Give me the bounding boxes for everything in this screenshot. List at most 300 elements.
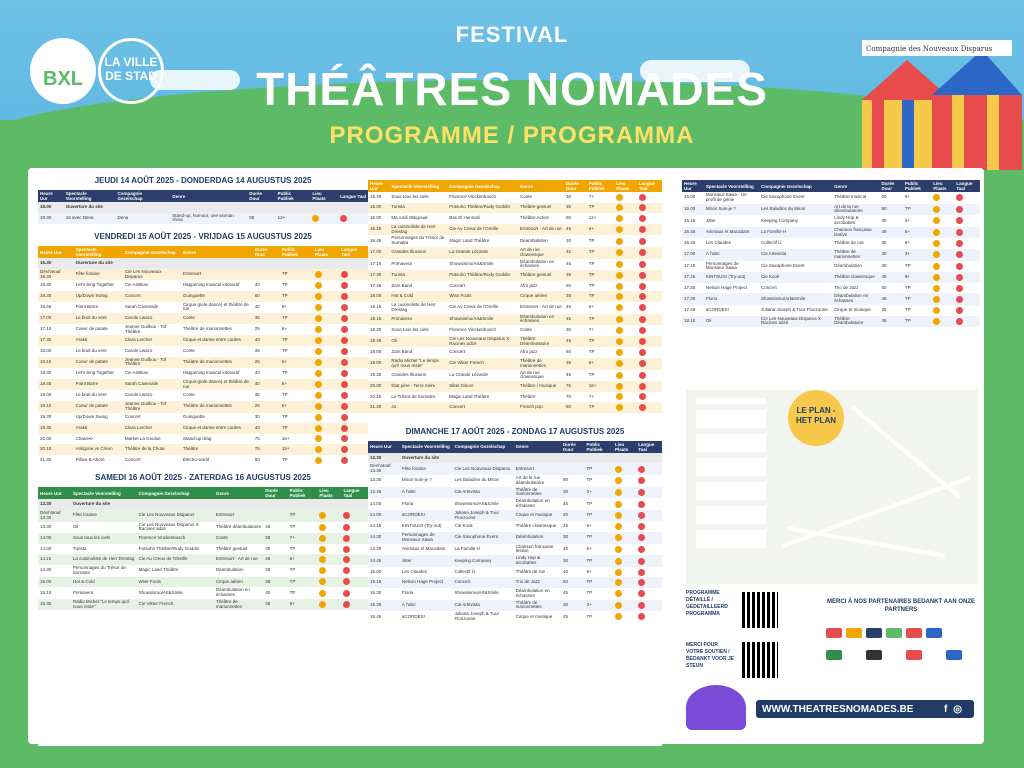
location-icon: [315, 381, 322, 388]
location-icon: [616, 360, 623, 367]
cell-duree: 30: [263, 533, 287, 544]
qr-code-programme[interactable]: [742, 592, 778, 628]
language-icon: [956, 285, 963, 292]
table-row: [368, 314, 662, 326]
location-icon: [616, 215, 623, 222]
language-icon: [341, 392, 348, 399]
cell-duree: 30: [561, 487, 585, 499]
cell-time: 18.15: [682, 316, 704, 328]
cell-spectacle: La cuisinoliste de Herr Drestag: [391, 301, 436, 312]
cell-lieu: [931, 261, 954, 273]
language-icon: [343, 567, 350, 574]
table-row: [38, 499, 368, 510]
language-icon: [341, 359, 348, 366]
cell-public: TP: [586, 500, 593, 506]
cell-duree: [561, 453, 585, 464]
cell-genre: Conte: [520, 327, 533, 333]
cell-public: TP: [587, 203, 615, 214]
cell-spectacle: Grandes Illusions: [389, 247, 447, 259]
col-heure: Heure Uur: [368, 441, 400, 453]
cell-langue: [339, 413, 368, 424]
cell-genre: Conte: [214, 533, 263, 544]
location-icon: [319, 590, 326, 597]
cell-lieu: [313, 368, 339, 379]
table-row: [38, 544, 368, 555]
cell-compagnie: Jeanne Guilbou - Tof Théâtre: [123, 401, 181, 413]
day-title: VENDREDI 15 AOÛT 2025 - VRIJDAG 15 AUGUSTUS 2025: [94, 232, 312, 242]
cell-time: 20.15: [370, 393, 382, 399]
cell-compagnie: Cie Les Nouveaux Disparus X Racines adzé: [447, 336, 518, 348]
table-header: [368, 441, 662, 453]
cell-lieu: [614, 402, 637, 413]
cell-genre: Théâtre musical: [834, 194, 867, 200]
cell-genre: Chanson française festive: [515, 543, 554, 554]
cell-public: 8+: [288, 599, 318, 611]
table-row: [38, 554, 368, 565]
cell-compagnie: Cie Les Nouveaux Disparus: [123, 269, 181, 281]
cell-compagnie: Cie AirBlow: [124, 370, 148, 376]
circus-tent-illustration: [862, 40, 1022, 170]
partner-logo: [826, 628, 842, 638]
cell-duree: 90: [566, 215, 572, 221]
cell-compagnie: Les Baladins du Miroir: [454, 477, 500, 483]
table-row: [682, 272, 980, 283]
table-row: [38, 202, 368, 213]
location-icon: [315, 370, 322, 377]
table-row: [38, 346, 368, 357]
cell-duree: 35: [253, 313, 280, 324]
cell-compagnie: Florence Vinckenbosch: [449, 327, 496, 333]
cell-time: 17.30: [682, 293, 704, 305]
cell-compagnie: La Famille H: [454, 546, 480, 552]
language-icon: [341, 446, 348, 453]
table-header: [38, 487, 368, 499]
cell-duree: 40: [881, 240, 887, 246]
cell-duree: 70: [566, 393, 572, 399]
cell-langue: [954, 283, 980, 294]
cell-compagnie: Florence Vinckenbosch: [137, 533, 214, 544]
cell-public: 8+: [586, 568, 592, 574]
cell-time: 13.30: [38, 499, 71, 510]
cell-langue: [636, 463, 662, 475]
col-public: Public Publiek: [280, 246, 313, 258]
location-icon: [616, 404, 623, 411]
location-icon: [319, 535, 326, 542]
facebook-instagram-icon[interactable]: f◎: [943, 704, 968, 715]
cell-public: TP: [584, 510, 612, 522]
cell-genre: Art de la rue déambulatoire: [832, 204, 879, 216]
cell-compagnie: Théâtre de la Chute: [123, 444, 181, 455]
cell-time: 17.30: [684, 284, 696, 290]
day-title: DIMANCHE 17 AOÛT 2025 - ZONDAG 17 AUGUSTUS 2025: [405, 426, 625, 436]
location-icon: [616, 327, 623, 334]
cell-compagnie: Juliana Joseph & Tuur Florizoone: [760, 306, 828, 312]
cell-duree: 40: [254, 303, 260, 309]
cell-spectacle: Sous tous les ciels: [391, 327, 429, 333]
cell-time: 19.30: [370, 371, 382, 377]
festival-label: FESTIVAL: [455, 22, 569, 47]
cell-genre: Théâtre de marionnettes: [214, 599, 263, 611]
table-row: [368, 291, 662, 302]
cell-time: 15.00: [370, 568, 382, 574]
cell-lieu: [613, 487, 636, 499]
col-compagnie: Compagnie Gezelschap: [116, 190, 171, 202]
cell-public: TP: [588, 237, 595, 243]
schedule-table-sunday: [368, 441, 662, 623]
table-row: [682, 204, 980, 216]
cell-spectacle: Ouverture du site: [71, 499, 137, 510]
col-genre: Genre: [832, 180, 879, 192]
table-row: [682, 192, 980, 204]
cell-genre: Théâtre gestuel: [518, 203, 564, 214]
location-icon: [315, 435, 322, 442]
cell-time: 15.15: [368, 577, 400, 588]
cell-lieu: [614, 302, 637, 314]
cell-time: 14.00: [368, 510, 400, 522]
cell-time: 18.30: [370, 327, 382, 333]
cell-langue: [339, 379, 368, 391]
cell-lieu: [313, 346, 339, 357]
language-icon: [639, 204, 646, 211]
cell-compagnie: Wise Fools: [137, 577, 214, 588]
cell-time: 16.45: [370, 237, 382, 243]
table-row: [38, 423, 368, 434]
cell-spectacle: Oli: [72, 524, 79, 530]
cell-spectacle: Radio Michel "Le temps qu'il nous reste": [389, 358, 447, 370]
cell-time: 19.30: [38, 213, 64, 225]
language-icon: [638, 477, 645, 484]
cell-lieu: [313, 423, 339, 434]
col-spectacle: Spectacle Voorstelling: [704, 180, 759, 192]
cell-lieu: [931, 215, 954, 227]
cell-langue: [339, 368, 368, 379]
cell-langue: [637, 281, 662, 292]
cell-genre: Stand-up, humour, one woman show: [170, 213, 247, 225]
cell-time: 18.15: [370, 304, 382, 310]
cell-duree: 35: [254, 347, 260, 353]
col-compagnie: Compagnie Gezelschap: [137, 487, 214, 499]
cell-compagnie: Cie Kook: [759, 272, 832, 283]
cell-duree: 25: [881, 306, 887, 312]
cell-langue: [636, 567, 662, 578]
cell-spectacle: Primavera: [72, 589, 94, 595]
language-icon: [639, 316, 646, 323]
site-map[interactable]: [686, 390, 978, 584]
cell-time: 14.45: [368, 555, 400, 567]
partner-logo: [946, 650, 962, 660]
table-row: [38, 390, 368, 401]
table-row: [38, 510, 368, 522]
cell-lieu: [613, 453, 636, 464]
cell-genre: Guinguette: [181, 291, 253, 302]
table-row: [38, 533, 368, 544]
cell-lieu: [613, 567, 636, 578]
cell-spectacle: Ma Andi Waigoual: [391, 215, 428, 221]
table-row: [368, 213, 662, 224]
table-row: [38, 213, 368, 225]
cell-lieu: [614, 224, 637, 236]
table-row: [368, 532, 662, 544]
cell-genre: Happening musical interactif: [182, 370, 240, 376]
table-row: [368, 270, 662, 281]
cell-spectacle: Antigone vs Créon: [74, 444, 123, 455]
col-public: Public Publiek: [903, 180, 931, 192]
cell-langue: [339, 302, 368, 314]
cell-lieu: [313, 291, 339, 302]
language-icon: [343, 556, 350, 563]
cell-duree: 90: [880, 204, 903, 216]
cell-genre: Entresort - Art de rue: [518, 224, 564, 236]
cell-duree: 40: [265, 589, 271, 595]
language-icon: [638, 466, 645, 473]
partner-logo: [866, 628, 882, 638]
cell-langue: [954, 272, 980, 283]
cell-public: TP: [586, 477, 593, 483]
cell-duree: 30: [254, 414, 260, 420]
cell-public: 6+: [904, 194, 911, 200]
col-compagnie: Compagnie Gezelschap: [452, 441, 513, 453]
cell-genre: Conte: [181, 313, 253, 324]
cell-time: 16.15: [684, 217, 696, 223]
cell-spectacle: Point Barre: [74, 379, 123, 391]
col-duree: Durée Duur: [564, 180, 587, 192]
cell-genre: Théâtre de marionnettes: [832, 249, 879, 261]
cell-public: 7+: [288, 533, 318, 544]
language-icon: [343, 590, 350, 597]
cell-public: TP: [587, 291, 615, 302]
table-row: [368, 588, 662, 600]
cell-langue: [341, 510, 368, 522]
location-icon: [616, 349, 623, 356]
cell-time: 14.00: [370, 500, 382, 506]
cell-genre: Déambulation: [514, 532, 561, 544]
cell-lieu: [310, 202, 338, 213]
cell-public: 6+: [280, 401, 313, 413]
cell-compagnie: [452, 453, 513, 464]
cell-duree: 35: [265, 545, 271, 551]
cell-duree: 80: [247, 213, 275, 225]
table-row: [368, 203, 662, 214]
location-icon: [933, 206, 940, 213]
location-icon: [615, 477, 622, 484]
cell-public: 7+: [588, 393, 594, 399]
col-heure: Heure Uur: [368, 180, 389, 192]
cell-spectacle: KINTSUGI (Try-out): [704, 272, 759, 283]
cell-public: TP: [281, 414, 288, 420]
table-row: [38, 258, 368, 269]
cell-public: TP: [584, 555, 612, 567]
table-row: [368, 302, 662, 314]
location-icon: [616, 393, 623, 400]
cell-genre: Théâtre clownesque: [832, 272, 879, 283]
cell-lieu: [613, 475, 636, 487]
col-heure: Heure Uur: [38, 190, 64, 202]
cell-genre: Déambulation en échasses: [515, 588, 550, 598]
cell-compagnie: Cie Artevista: [759, 249, 832, 261]
cell-duree: 30: [265, 567, 271, 573]
cell-langue: [954, 261, 980, 273]
cell-langue: [339, 401, 368, 413]
website-link[interactable]: [756, 700, 974, 718]
cell-time: 19.30: [40, 414, 52, 420]
location-icon: [615, 489, 622, 496]
cell-compagnie: Clara Larcher: [123, 423, 181, 434]
cell-genre: Entresort: [514, 463, 561, 475]
cell-spectacle: Pillow & Aboré: [75, 456, 105, 462]
cell-langue: [339, 455, 368, 466]
language-icon: [341, 425, 348, 432]
cell-duree: 60: [564, 402, 587, 413]
cell-spectacle: Coeur de patate: [74, 401, 123, 413]
cell-public: 6+: [588, 304, 594, 310]
cell-duree: 35: [564, 270, 587, 281]
language-icon: [638, 602, 645, 609]
schedule-table-saturday-cont: [368, 180, 662, 413]
cell-compagnie: Cie Artevista: [452, 487, 513, 499]
cell-time: 18.45: [368, 336, 389, 348]
cell-genre: Déambulation: [215, 567, 244, 573]
cell-compagnie: Cie Au Creux de l'Oreille: [137, 554, 214, 565]
day-title: SAMEDI 16 AOÛT 2025 - ZATERDAG 16 AUGUSTUS 2025: [95, 473, 311, 483]
cell-genre: Art de la rue déambulatoire: [515, 475, 545, 485]
cell-genre: Cirque (pole dance) et théâtre de rue: [182, 301, 249, 312]
language-icon: [639, 383, 646, 390]
cell-genre: Électro-world: [182, 456, 210, 462]
col-genre: Genre: [214, 487, 263, 499]
cell-public: 6+: [288, 554, 318, 565]
cell-lieu: [614, 336, 637, 348]
cell-spectacle: À l'abri: [400, 487, 453, 499]
cell-lieu: [317, 533, 341, 544]
language-icon: [343, 524, 350, 531]
location-icon: [319, 556, 326, 563]
partner-logo: [866, 650, 882, 660]
cell-spectacle: Zam Band: [391, 349, 413, 355]
table-row: [368, 235, 662, 247]
cell-compagnie: Potsuho Théâtre/Rudy Goddin: [138, 545, 200, 551]
language-icon: [638, 534, 645, 541]
cell-duree: 35: [564, 291, 587, 302]
cell-lieu: [614, 325, 637, 336]
cell-lieu: [613, 611, 636, 623]
cell-compagnie: [137, 499, 214, 510]
cell-lieu: [313, 444, 339, 455]
cell-langue: [637, 336, 662, 348]
cell-genre: Théâtre de marionnettes: [182, 326, 232, 332]
location-icon: [616, 283, 623, 290]
cell-lieu: [613, 463, 636, 475]
cell-genre: Entresort: [181, 269, 253, 281]
col-duree: Durée Duur: [247, 190, 275, 202]
table-row: [368, 544, 662, 556]
cell-duree: [247, 202, 275, 213]
cell-public: TP: [288, 510, 318, 522]
qr-code-support[interactable]: [742, 642, 778, 678]
location-icon: [615, 590, 622, 597]
cell-spectacle: Nelson Hage Project: [400, 577, 453, 588]
cell-spectacle: Personnages de Monsieur Sawa: [400, 532, 453, 544]
cell-compagnie: Keeping Company: [452, 555, 513, 567]
cell-compagnie: Bas El Hennani: [449, 215, 481, 221]
language-icon: [638, 546, 645, 553]
cell-genre: Théâtre gestuel: [518, 270, 564, 281]
location-icon: [616, 383, 623, 390]
cell-lieu: [931, 272, 954, 283]
cell-langue: [954, 227, 980, 239]
cell-lieu: [614, 358, 637, 370]
cell-time: 16.30: [38, 291, 74, 302]
cell-public: TP: [584, 532, 612, 544]
table-row: [38, 587, 368, 599]
cell-compagnie: Cie Saxophone Event: [452, 532, 513, 544]
cell-public: TP: [281, 456, 288, 462]
table-row: [368, 281, 662, 292]
cell-compagnie: Cie Les Nouveaux Disparus X Racines adzé: [759, 316, 832, 328]
cell-duree: 45: [562, 523, 568, 529]
location-icon: [315, 271, 322, 278]
location-icon: [615, 523, 622, 530]
cell-spectacle: Zam Band: [391, 282, 413, 288]
language-icon: [343, 512, 350, 519]
language-icon: [956, 274, 963, 281]
map-path: [787, 526, 945, 558]
cell-time: 16.45: [40, 303, 52, 309]
cell-langue: [637, 381, 662, 392]
language-icon: [956, 217, 963, 224]
cell-spectacle: Sous tous les ciels: [391, 193, 429, 199]
cell-langue: [339, 346, 368, 357]
cell-public: 9+: [903, 272, 931, 283]
col-spectacle: Spectacle Voorstelling: [64, 190, 116, 202]
cell-compagnie: Cie Saxophone Event: [760, 262, 805, 268]
language-icon: [639, 349, 646, 356]
language-icon: [638, 489, 645, 496]
cell-time: 15.30: [370, 590, 382, 596]
table-row: [368, 521, 662, 532]
cell-langue: [339, 357, 368, 369]
cell-time: 15.00: [38, 577, 71, 588]
cell-langue: [636, 588, 662, 600]
cell-time: 19.00: [40, 392, 52, 398]
cell-public: TP: [280, 423, 313, 434]
cell-compagnie: [116, 202, 171, 213]
cell-public: [584, 453, 612, 464]
cell-compagnie: Clara Larcher: [123, 335, 181, 346]
col-spectacle: Spectacle Voorstelling: [74, 246, 123, 258]
cell-lieu: [931, 293, 954, 305]
location-icon: [615, 466, 622, 473]
cell-langue: [339, 434, 368, 445]
cell-public: TP: [288, 577, 318, 588]
col-lieu: Lieu Plaats: [613, 441, 636, 453]
cell-public: TP: [281, 282, 288, 288]
cell-compagnie: Concert: [124, 456, 141, 462]
cell-compagnie: Cie Au Creux de l'Oreille: [449, 304, 499, 310]
cell-public: TP: [903, 316, 931, 328]
cell-public: 8+: [904, 240, 911, 246]
partner-logo: [926, 628, 942, 638]
cell-langue: [339, 313, 368, 324]
cell-public: 7+: [588, 193, 594, 199]
cell-lieu: [613, 600, 636, 612]
cell-langue: [636, 577, 662, 588]
col-duree: Durée Duur: [253, 246, 280, 258]
cell-public: 3+: [904, 217, 911, 223]
location-icon: [616, 261, 623, 268]
col-compagnie: Compagnie Gezelschap: [759, 180, 832, 192]
cell-time: 13.45: [368, 487, 400, 499]
language-icon: [639, 393, 646, 400]
